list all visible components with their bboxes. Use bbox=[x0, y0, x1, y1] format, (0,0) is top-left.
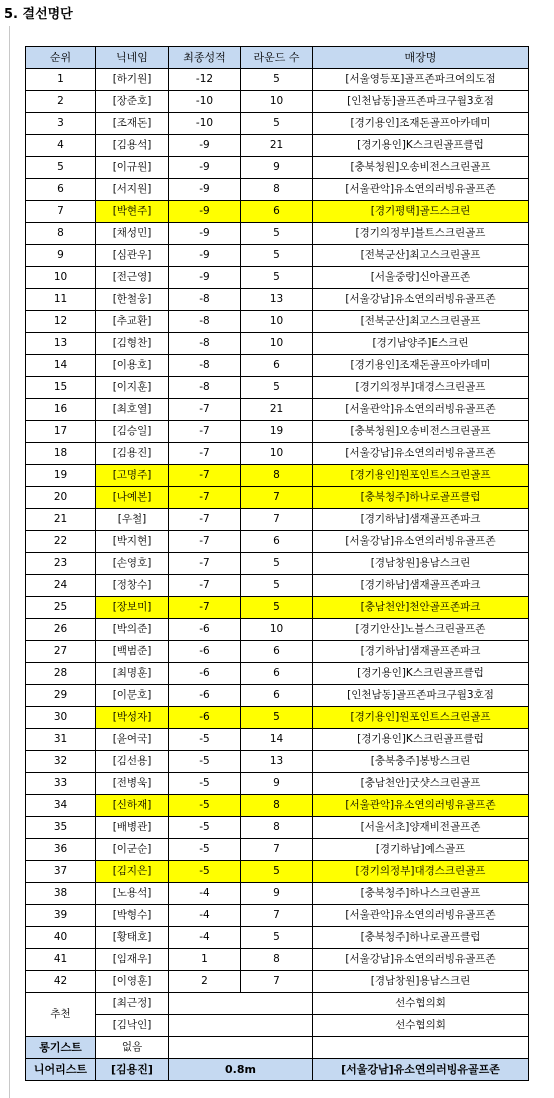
rank-cell: 24 bbox=[26, 575, 96, 597]
rank-cell: 28 bbox=[26, 663, 96, 685]
rank-cell: 15 bbox=[26, 377, 96, 399]
score-cell: -8 bbox=[169, 311, 241, 333]
nickname-cell: [하기원] bbox=[96, 69, 169, 91]
rank-cell: 4 bbox=[26, 135, 96, 157]
table-row bbox=[26, 399, 529, 421]
store-cell: [경기용인]조재돈골프아카데미 bbox=[313, 113, 529, 135]
store-cell: [서울관악]유소연의러빙유골프존 bbox=[313, 905, 529, 927]
score-cell: -7 bbox=[169, 597, 241, 619]
finalist-table bbox=[25, 46, 529, 1081]
header-final-score: 최종성적 bbox=[169, 47, 241, 69]
table-row bbox=[26, 641, 529, 663]
nickname-cell: [서지원] bbox=[96, 179, 169, 201]
nickname-cell: [이규원] bbox=[96, 157, 169, 179]
nickname-cell: [박성자] bbox=[96, 707, 169, 729]
score-cell: -6 bbox=[169, 619, 241, 641]
table-row bbox=[26, 971, 529, 993]
score-cell: -8 bbox=[169, 355, 241, 377]
left-divider bbox=[9, 26, 10, 1098]
rounds-cell: 6 bbox=[241, 685, 313, 707]
rounds-cell: 13 bbox=[241, 751, 313, 773]
rounds-cell: 5 bbox=[241, 575, 313, 597]
rank-cell: 32 bbox=[26, 751, 96, 773]
table-body bbox=[26, 69, 529, 993]
rank-cell: 35 bbox=[26, 817, 96, 839]
store-cell: [서울관악]유소연의러빙유골프존 bbox=[313, 795, 529, 817]
nickname-cell: [채성민] bbox=[96, 223, 169, 245]
store-cell: [경기용인]원포인트스크린골프 bbox=[313, 465, 529, 487]
table-row bbox=[26, 773, 529, 795]
store-cell: [경기남양주]E스크린 bbox=[313, 333, 529, 355]
longest-empty bbox=[169, 1037, 313, 1059]
rounds-cell: 8 bbox=[241, 817, 313, 839]
nickname-cell: [조재돈] bbox=[96, 113, 169, 135]
rank-cell: 34 bbox=[26, 795, 96, 817]
score-cell: -7 bbox=[169, 421, 241, 443]
rounds-cell: 5 bbox=[241, 553, 313, 575]
rounds-cell: 21 bbox=[241, 135, 313, 157]
score-cell: -5 bbox=[169, 817, 241, 839]
store-cell: [서울강남]유소연의러빙유골프존 bbox=[313, 949, 529, 971]
nickname-cell: [나예본] bbox=[96, 487, 169, 509]
rank-cell: 13 bbox=[26, 333, 96, 355]
nickname-cell: [심관우] bbox=[96, 245, 169, 267]
score-cell: -9 bbox=[169, 223, 241, 245]
table-row bbox=[26, 795, 529, 817]
nickname-cell: [김승일] bbox=[96, 421, 169, 443]
score-cell: -10 bbox=[169, 91, 241, 113]
score-cell: -4 bbox=[169, 883, 241, 905]
header-row bbox=[26, 47, 529, 69]
store-cell: [인천남동]골프존파크구월3호점 bbox=[313, 685, 529, 707]
score-cell: -12 bbox=[169, 69, 241, 91]
store-cell: [서울영등포]골프존파크여의도점 bbox=[313, 69, 529, 91]
rounds-cell: 7 bbox=[241, 839, 313, 861]
rounds-cell: 6 bbox=[241, 641, 313, 663]
score-cell: -5 bbox=[169, 839, 241, 861]
store-cell: [전북군산]최고스크린골프 bbox=[313, 311, 529, 333]
score-cell: -6 bbox=[169, 641, 241, 663]
table-row bbox=[26, 443, 529, 465]
header-rank: 순위 bbox=[26, 47, 96, 69]
recommend-empty bbox=[169, 1015, 313, 1037]
table-row bbox=[26, 465, 529, 487]
store-cell: [경남창원]용남스크린 bbox=[313, 553, 529, 575]
rank-cell: 5 bbox=[26, 157, 96, 179]
nickname-cell: [정창수] bbox=[96, 575, 169, 597]
rounds-cell: 6 bbox=[241, 663, 313, 685]
rounds-cell: 7 bbox=[241, 509, 313, 531]
rank-cell: 20 bbox=[26, 487, 96, 509]
table-row bbox=[26, 487, 529, 509]
store-cell: [전북군산]최고스크린골프 bbox=[313, 245, 529, 267]
rank-cell: 22 bbox=[26, 531, 96, 553]
nickname-cell: [배병관] bbox=[96, 817, 169, 839]
nickname-cell: [김선용] bbox=[96, 751, 169, 773]
score-cell: -4 bbox=[169, 905, 241, 927]
table-row bbox=[26, 355, 529, 377]
rank-cell: 2 bbox=[26, 91, 96, 113]
nearest-label: 니어리스트 bbox=[26, 1059, 96, 1081]
table-row bbox=[26, 201, 529, 223]
nickname-cell: [박형수] bbox=[96, 905, 169, 927]
nickname-cell: [장준호] bbox=[96, 91, 169, 113]
score-cell: -7 bbox=[169, 399, 241, 421]
rank-cell: 21 bbox=[26, 509, 96, 531]
rounds-cell: 5 bbox=[241, 377, 313, 399]
longest-row bbox=[26, 1037, 529, 1059]
rounds-cell: 10 bbox=[241, 91, 313, 113]
store-cell: [경기평택]골드스크린 bbox=[313, 201, 529, 223]
rank-cell: 40 bbox=[26, 927, 96, 949]
rank-cell: 10 bbox=[26, 267, 96, 289]
score-cell: -9 bbox=[169, 179, 241, 201]
rank-cell: 41 bbox=[26, 949, 96, 971]
score-cell: -7 bbox=[169, 553, 241, 575]
score-cell: -7 bbox=[169, 443, 241, 465]
store-cell: [경기용인]원포인트스크린골프 bbox=[313, 707, 529, 729]
nickname-cell: [임재우] bbox=[96, 949, 169, 971]
nickname-cell: [김형찬] bbox=[96, 333, 169, 355]
nickname-cell: [김용석] bbox=[96, 135, 169, 157]
nickname-cell: [박의준] bbox=[96, 619, 169, 641]
header-store: 매장명 bbox=[313, 47, 529, 69]
store-cell: [서울강남]유소연의러빙유골프존 bbox=[313, 289, 529, 311]
recommend-store: 선수협의회 bbox=[313, 993, 529, 1015]
rank-cell: 31 bbox=[26, 729, 96, 751]
store-cell: [충북청주]하나로골프클럽 bbox=[313, 927, 529, 949]
store-cell: [경기의정부]블트스크린골프 bbox=[313, 223, 529, 245]
page-title: 5. 결선명단 bbox=[4, 7, 73, 22]
rank-cell: 9 bbox=[26, 245, 96, 267]
store-cell: [경기용인]조재돈골프아카데미 bbox=[313, 355, 529, 377]
table-row bbox=[26, 179, 529, 201]
store-cell: [경기안산]노블스크린골프존 bbox=[313, 619, 529, 641]
table-row bbox=[26, 91, 529, 113]
store-cell: [경기하남]샘재골프존파크 bbox=[313, 509, 529, 531]
rank-cell: 38 bbox=[26, 883, 96, 905]
rank-cell: 18 bbox=[26, 443, 96, 465]
nickname-cell: [김지은] bbox=[96, 861, 169, 883]
store-cell: [경기하남]샘재골프존파크 bbox=[313, 575, 529, 597]
rounds-cell: 5 bbox=[241, 927, 313, 949]
score-cell: -10 bbox=[169, 113, 241, 135]
nickname-cell: [이군순] bbox=[96, 839, 169, 861]
rank-cell: 26 bbox=[26, 619, 96, 641]
nickname-cell: [박지현] bbox=[96, 531, 169, 553]
table-row bbox=[26, 663, 529, 685]
rounds-cell: 14 bbox=[241, 729, 313, 751]
score-cell: -7 bbox=[169, 509, 241, 531]
rounds-cell: 8 bbox=[241, 179, 313, 201]
nickname-cell: [신하재] bbox=[96, 795, 169, 817]
nickname-cell: [장보미] bbox=[96, 597, 169, 619]
table-row bbox=[26, 289, 529, 311]
table-row bbox=[26, 135, 529, 157]
table-row bbox=[26, 597, 529, 619]
rounds-cell: 9 bbox=[241, 883, 313, 905]
recommend-nickname: [최근정] bbox=[96, 993, 169, 1015]
nickname-cell: [노용석] bbox=[96, 883, 169, 905]
rounds-cell: 10 bbox=[241, 619, 313, 641]
rounds-cell: 6 bbox=[241, 355, 313, 377]
rank-cell: 6 bbox=[26, 179, 96, 201]
recommend-store: 선수협의회 bbox=[313, 1015, 529, 1037]
table-row bbox=[26, 245, 529, 267]
rank-cell: 29 bbox=[26, 685, 96, 707]
table-row bbox=[26, 707, 529, 729]
table-row bbox=[26, 157, 529, 179]
recommend-label: 추천 bbox=[26, 993, 96, 1037]
nickname-cell: [이문호] bbox=[96, 685, 169, 707]
nickname-cell: [한철웅] bbox=[96, 289, 169, 311]
table-row bbox=[26, 421, 529, 443]
nickname-cell: [이영훈] bbox=[96, 971, 169, 993]
table-row bbox=[26, 311, 529, 333]
score-cell: -6 bbox=[169, 685, 241, 707]
rank-cell: 23 bbox=[26, 553, 96, 575]
store-cell: [서울관악]유소연의러빙유골프존 bbox=[313, 399, 529, 421]
score-cell: -9 bbox=[169, 135, 241, 157]
longest-label: 롱기스트 bbox=[26, 1037, 96, 1059]
rank-cell: 19 bbox=[26, 465, 96, 487]
table-row bbox=[26, 531, 529, 553]
nickname-cell: [고명주] bbox=[96, 465, 169, 487]
recommend-row bbox=[26, 1015, 529, 1037]
nickname-cell: [황태호] bbox=[96, 927, 169, 949]
rank-cell: 36 bbox=[26, 839, 96, 861]
table-row bbox=[26, 751, 529, 773]
score-cell: -8 bbox=[169, 377, 241, 399]
score-cell: -6 bbox=[169, 663, 241, 685]
table-row bbox=[26, 905, 529, 927]
longest-store-empty bbox=[313, 1037, 529, 1059]
rounds-cell: 8 bbox=[241, 949, 313, 971]
nickname-cell: [최명훈] bbox=[96, 663, 169, 685]
store-cell: [충북청원]오송비전스크린골프 bbox=[313, 421, 529, 443]
nickname-cell: [최호열] bbox=[96, 399, 169, 421]
table-row bbox=[26, 817, 529, 839]
rank-cell: 33 bbox=[26, 773, 96, 795]
score-cell: -5 bbox=[169, 795, 241, 817]
nearest-row bbox=[26, 1059, 529, 1081]
score-cell: -7 bbox=[169, 575, 241, 597]
score-cell: -4 bbox=[169, 927, 241, 949]
rank-cell: 12 bbox=[26, 311, 96, 333]
nickname-cell: [김용진] bbox=[96, 443, 169, 465]
rank-cell: 1 bbox=[26, 69, 96, 91]
rounds-cell: 5 bbox=[241, 707, 313, 729]
table-row bbox=[26, 575, 529, 597]
score-cell: -8 bbox=[169, 289, 241, 311]
store-cell: [경기용인]K스크린골프클럽 bbox=[313, 663, 529, 685]
rounds-cell: 5 bbox=[241, 113, 313, 135]
nickname-cell: [윤여국] bbox=[96, 729, 169, 751]
rounds-cell: 7 bbox=[241, 905, 313, 927]
rounds-cell: 10 bbox=[241, 311, 313, 333]
nickname-cell: [우철] bbox=[96, 509, 169, 531]
header-nickname: 닉네임 bbox=[96, 47, 169, 69]
rounds-cell: 6 bbox=[241, 201, 313, 223]
table-row bbox=[26, 553, 529, 575]
score-cell: 2 bbox=[169, 971, 241, 993]
rank-cell: 30 bbox=[26, 707, 96, 729]
recommend-row bbox=[26, 993, 529, 1015]
store-cell: [충북청원]오송비전스크린골프 bbox=[313, 157, 529, 179]
store-cell: [서울강남]유소연의러빙유골프존 bbox=[313, 443, 529, 465]
table-row bbox=[26, 333, 529, 355]
score-cell: -9 bbox=[169, 267, 241, 289]
rounds-cell: 5 bbox=[241, 861, 313, 883]
rounds-cell: 7 bbox=[241, 971, 313, 993]
rounds-cell: 5 bbox=[241, 245, 313, 267]
score-cell: -8 bbox=[169, 333, 241, 355]
nickname-cell: [추교환] bbox=[96, 311, 169, 333]
table-row bbox=[26, 839, 529, 861]
rounds-cell: 10 bbox=[241, 443, 313, 465]
score-cell: -9 bbox=[169, 245, 241, 267]
longest-value: 없음 bbox=[96, 1037, 169, 1059]
store-cell: [경기의정부]대경스크린골프 bbox=[313, 861, 529, 883]
table-row bbox=[26, 509, 529, 531]
store-cell: [경기하남]샘재골프존파크 bbox=[313, 641, 529, 663]
store-cell: [경남창원]용남스크린 bbox=[313, 971, 529, 993]
table-row bbox=[26, 729, 529, 751]
store-cell: [서울중랑]신아골프존 bbox=[313, 267, 529, 289]
table-row bbox=[26, 927, 529, 949]
store-cell: [경기하남]예스골프 bbox=[313, 839, 529, 861]
store-cell: [충북청주]하나스크린골프 bbox=[313, 883, 529, 905]
recommend-empty bbox=[169, 993, 313, 1015]
store-cell: [서울관악]유소연의러빙유골프존 bbox=[313, 179, 529, 201]
nickname-cell: [이지훈] bbox=[96, 377, 169, 399]
nickname-cell: [전병욱] bbox=[96, 773, 169, 795]
store-cell: [충남천안]굿샷스크린골프 bbox=[313, 773, 529, 795]
store-cell: [서울서초]양재비전골프존 bbox=[313, 817, 529, 839]
table-footer bbox=[26, 993, 529, 1081]
score-cell: -5 bbox=[169, 773, 241, 795]
rank-cell: 37 bbox=[26, 861, 96, 883]
rank-cell: 42 bbox=[26, 971, 96, 993]
rounds-cell: 5 bbox=[241, 597, 313, 619]
score-cell: -7 bbox=[169, 465, 241, 487]
store-cell: [서울강남]유소연의러빙유골프존 bbox=[313, 531, 529, 553]
rounds-cell: 10 bbox=[241, 333, 313, 355]
rank-cell: 27 bbox=[26, 641, 96, 663]
table-row bbox=[26, 883, 529, 905]
rounds-cell: 5 bbox=[241, 69, 313, 91]
rank-cell: 3 bbox=[26, 113, 96, 135]
rank-cell: 14 bbox=[26, 355, 96, 377]
store-cell: [충남천안]천안골프존파크 bbox=[313, 597, 529, 619]
table-row bbox=[26, 69, 529, 91]
score-cell: -5 bbox=[169, 861, 241, 883]
nickname-cell: [손영호] bbox=[96, 553, 169, 575]
rounds-cell: 9 bbox=[241, 773, 313, 795]
nickname-cell: [이용호] bbox=[96, 355, 169, 377]
rounds-cell: 19 bbox=[241, 421, 313, 443]
score-cell: -9 bbox=[169, 201, 241, 223]
store-cell: [충북충주]봉방스크린 bbox=[313, 751, 529, 773]
recommend-nickname: [김낙인] bbox=[96, 1015, 169, 1037]
rounds-cell: 8 bbox=[241, 795, 313, 817]
score-cell: -6 bbox=[169, 707, 241, 729]
header-rounds: 라운드 수 bbox=[241, 47, 313, 69]
rounds-cell: 8 bbox=[241, 465, 313, 487]
store-cell: [경기용인]K스크린골프클럽 bbox=[313, 729, 529, 751]
rounds-cell: 6 bbox=[241, 531, 313, 553]
rank-cell: 8 bbox=[26, 223, 96, 245]
rank-cell: 17 bbox=[26, 421, 96, 443]
rounds-cell: 7 bbox=[241, 487, 313, 509]
nearest-distance: 0.8m bbox=[169, 1059, 313, 1081]
rounds-cell: 5 bbox=[241, 223, 313, 245]
nickname-cell: [백범준] bbox=[96, 641, 169, 663]
nearest-nickname: [김용진] bbox=[96, 1059, 169, 1081]
table-row bbox=[26, 377, 529, 399]
rank-cell: 25 bbox=[26, 597, 96, 619]
score-cell: -9 bbox=[169, 157, 241, 179]
rank-cell: 39 bbox=[26, 905, 96, 927]
nickname-cell: [전근영] bbox=[96, 267, 169, 289]
score-cell: -5 bbox=[169, 729, 241, 751]
rounds-cell: 9 bbox=[241, 157, 313, 179]
table-row bbox=[26, 223, 529, 245]
rounds-cell: 5 bbox=[241, 267, 313, 289]
table-row bbox=[26, 619, 529, 641]
score-cell: 1 bbox=[169, 949, 241, 971]
store-cell: [경기의정부]대경스크린골프 bbox=[313, 377, 529, 399]
score-cell: -7 bbox=[169, 487, 241, 509]
table-row bbox=[26, 949, 529, 971]
nickname-cell: [박현주] bbox=[96, 201, 169, 223]
rank-cell: 16 bbox=[26, 399, 96, 421]
table-row bbox=[26, 861, 529, 883]
score-cell: -7 bbox=[169, 531, 241, 553]
store-cell: [인천남동]골프존파크구월3호점 bbox=[313, 91, 529, 113]
nearest-store: [서울강남]유소연의러빙유골프존 bbox=[313, 1059, 529, 1081]
store-cell: [경기용인]K스크린골프클럽 bbox=[313, 135, 529, 157]
store-cell: [충북청주]하나로골프클럽 bbox=[313, 487, 529, 509]
rank-cell: 7 bbox=[26, 201, 96, 223]
table-row bbox=[26, 113, 529, 135]
rounds-cell: 13 bbox=[241, 289, 313, 311]
rounds-cell: 21 bbox=[241, 399, 313, 421]
rank-cell: 11 bbox=[26, 289, 96, 311]
table-row bbox=[26, 267, 529, 289]
score-cell: -5 bbox=[169, 751, 241, 773]
table-row bbox=[26, 685, 529, 707]
